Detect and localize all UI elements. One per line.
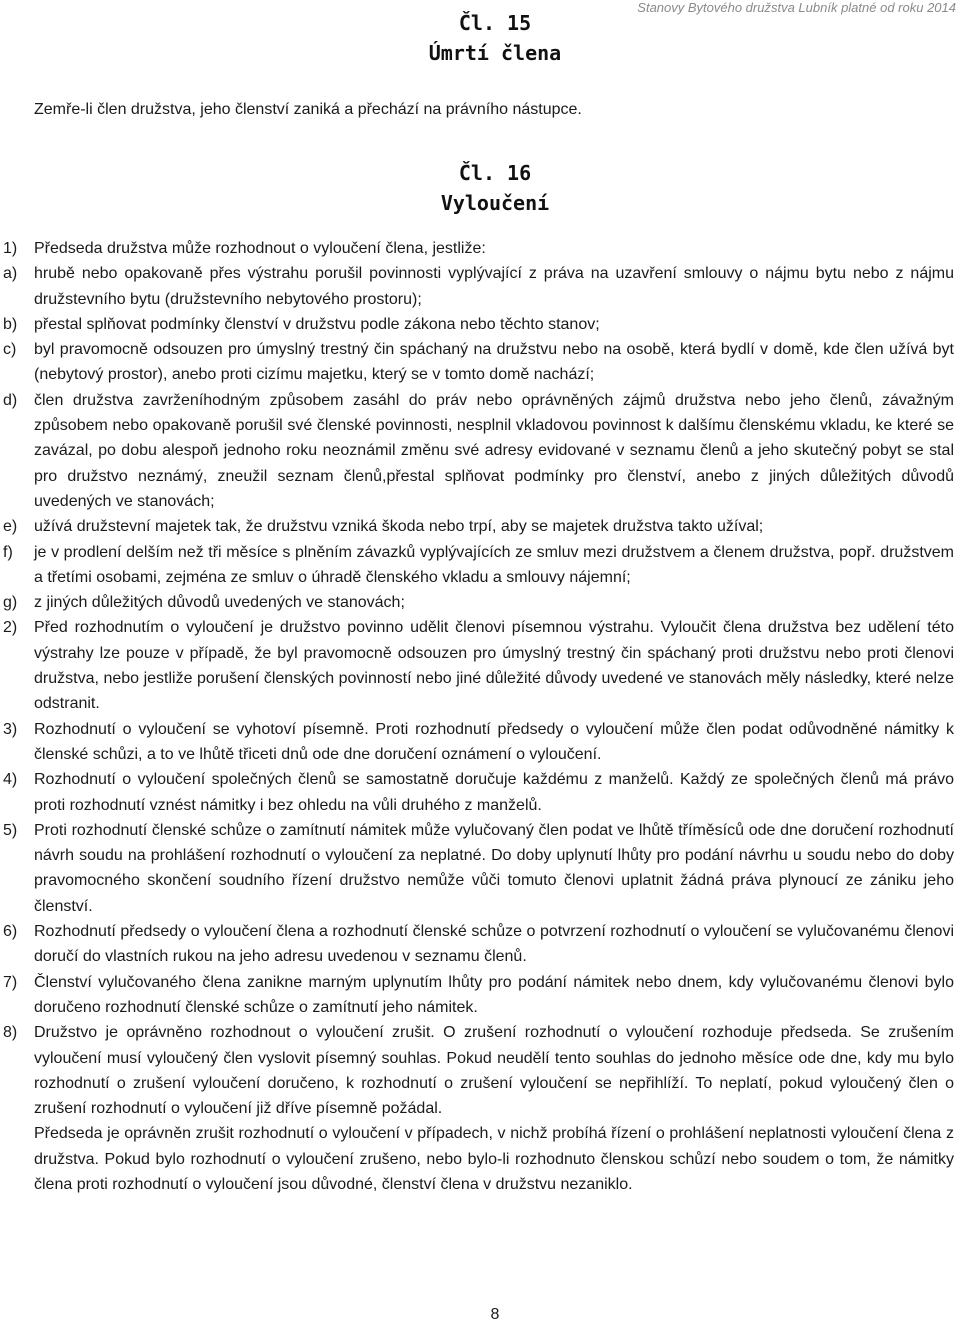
paragraph-label: 5) [3, 821, 18, 839]
item-text: užívá družstevní majetek tak, že družstvu vzniká škoda nebo trpí, aby se majetek družstva takto užíval; [34, 518, 764, 536]
item-c [0, 337, 960, 388]
item-e [0, 514, 960, 539]
item-a [0, 261, 960, 312]
item-text: byl pravomocně odsouzen pro úmyslný trestný čin spáchaný na družstvu nebo na osobě, která bydlí v domě, kde člen užívá byt (nebytový prostor), anebo proti cizímu majetku, který se v tomto domě nachází; [34, 341, 954, 384]
paragraph-label: 4) [3, 771, 18, 789]
item-label: c) [3, 341, 17, 359]
article-title: Vyloučení [440, 191, 550, 215]
paragraph-label: 8) [3, 1024, 18, 1042]
item-label: b) [3, 315, 18, 333]
paragraph-label: 1) [3, 240, 18, 257]
article-16-heading [0, 158, 960, 218]
paragraph-6 [0, 919, 960, 970]
item-label: e) [3, 518, 18, 536]
paragraph-text: Rozhodnutí o vyloučení se vyhotoví písemně. Proti rozhodnutí předsedy o vyloučení může člen podat odůvodněné námitky k členské schůzi, a to ve lhůtě třiceti dnů ode dne doručení oznámení o vyloučení. [34, 720, 954, 763]
article-16-body [0, 236, 960, 1197]
item-label: g) [3, 594, 18, 612]
item-b [0, 312, 960, 337]
item-d [0, 388, 960, 514]
paragraph-8 [0, 1020, 960, 1121]
paragraph-7 [0, 970, 960, 1021]
item-text: člen družstva zavrženíhodným způsobem zasáhl do práv nebo oprávněných zájmů družstva nebo jeho členů, závažným způsobem nebo opakovaně porušil své členské povinnosti, nesplnil vkladovou povinnost k dalšímu členskému vkladu, ke které se zavázal, po dobu alespoň jednoho roku neoznámil změnu své adresy evidované v seznamu členů a jeho skutečný pobyt se stal pro družstvo neznámý, zneužil seznam členů,přestal splňovat podmínky pro členství, anebo z jiných důležitých důvodů uvedených ve stanovách; [34, 391, 954, 510]
page-number: 8 [490, 1306, 500, 1323]
paragraph-text: Před rozhodnutím o vyloučení je družstvo povinno udělit členovi písemnou výstrahu. Vyloučit člena družstva bez udělení této výstrahy lze pouze v případě, že byl pravomocně odsouzen pro úmyslný trestný čin spáchaný proti družstvu nebo proti členovi družstva, nebo jestliže porušení členských povinností nebo jiné důležité důvody uvedené ve stanovách měly následky, které nelze odstranit. [34, 619, 954, 713]
paragraph-text: Družstvo je oprávněno rozhodnout o vyloučení zrušit. O zrušení rozhodnutí o vyloučení rozhoduje předseda. Se zrušením vyloučení musí vyloučený člen vyslovit písemný souhlas. Pokud neudělí tento souhlas do jednoho měsíce ode dne, kdy mu bylo rozhodnutí o zrušení vyloučení doručeno, k rozhodnutí o zrušení vyloučení se nepřihlíží. To neplatí, pokud vyloučený člen o zrušení rozhodnutí o vyloučení již dříve písemně požádal. [34, 1024, 954, 1118]
item-text: přestal splňovat podmínky členství v družstvu podle zákona nebo těchto stanov; [34, 315, 600, 333]
paragraph-label: 7) [3, 973, 18, 991]
paragraph-4 [0, 767, 960, 818]
paragraph-3 [0, 717, 960, 768]
article-number: Čl. 15 [458, 11, 532, 35]
final-paragraph [0, 1121, 960, 1197]
paragraph-text: Proti rozhodnutí členské schůze o zamítnutí námitek může vylučovaný člen podat ve lhůtě tříměsíců ode dne doručení rozhodnutí návrh soudu na prohlášení rozhodnutí o vyloučení za neplatné. Do doby uplynutí lhůty pro podání návrhu u soudu nebo do doby pravomocného skončení soudního řízení družstvo nemůže vůči tomuto členovi uplatnit žádná práva plynoucí ze zániku jeho členství. [34, 821, 954, 915]
paragraph-text: Rozhodnutí o vyloučení společných členů se samostatně doručuje každému z manželů. Každý ze společných členů má právo proti rozhodnutí vznést námitky i bez ohledu na vůli druhého z manželů. [34, 771, 954, 814]
item-f [0, 540, 960, 591]
paragraph-label: 6) [3, 923, 18, 941]
paragraph-5 [0, 818, 960, 919]
item-label: f) [3, 543, 13, 561]
article-15-heading [0, 8, 960, 68]
item-g [0, 590, 960, 615]
item-label: a) [3, 265, 18, 283]
paragraph-2 [0, 615, 960, 716]
document-header-note: Stanovy Bytového družstva Lubník platné od roku 2014 [637, 0, 956, 15]
item-text: hrubě nebo opakovaně přes výstrahu porušil povinnosti vyplývající z práva na uzavření smlouvy o nájmu bytu nebo z nájmu družstevního bytu (družstevního nebytového prostoru); [34, 265, 954, 308]
paragraph-1 [0, 236, 960, 261]
paragraph-label: 2) [3, 619, 18, 637]
paragraph-text: Členství vylučovaného člena zanikne marným uplynutím lhůty pro podání námitek nebo dnem, kdy vylučovanému členovi bylo doručeno rozhodnutí členské schůze o zamítnutí jeho námitek. [34, 973, 954, 1016]
item-text: z jiných důležitých důvodů uvedených ve stanovách; [34, 594, 405, 612]
item-label: d) [3, 391, 18, 409]
item-text: je v prodlení delším než tři měsíce s plněním závazků vyplývajících ze smluv mezi družstvem a členem družstva, popř. družstvem a třetími osobami, zejména ze smluv o úhradě členského vkladu a smlouvy nájemní; [34, 543, 954, 586]
paragraph-text: Rozhodnutí předsedy o vyloučení člena a rozhodnutí členské schůze o potvrzení rozhodnutí o vyloučení se vylučovanému členovi doručí do vlastních rukou na jeho adresu uvedenou v seznamu členů. [34, 923, 954, 966]
paragraph-label: 3) [3, 720, 18, 738]
paragraph-text: Předseda družstva může rozhodnout o vyloučení člena, jestliže: [34, 240, 486, 257]
article-number: Čl. 16 [458, 161, 532, 185]
paragraph-text: Předseda je oprávněn zrušit rozhodnutí o vyloučení v případech, v nichž probíhá řízení o prohlášení neplatnosti vyloučení člena z družstva. Pokud bylo rozhodnutí o vyloučení zrušeno, nebo bylo-li rozhodnuto členskou schůzí nebo soudem o tom, že námitky člena proti rozhodnutí o vyloučení jsou důvodné, členství člena v družstvu nezaniklo. [34, 1125, 954, 1193]
article-title: Úmrtí člena [428, 41, 562, 65]
article-15-text: Zemře-li člen družstva, jeho členství zaniká a přechází na právního nástupce. [34, 101, 582, 118]
